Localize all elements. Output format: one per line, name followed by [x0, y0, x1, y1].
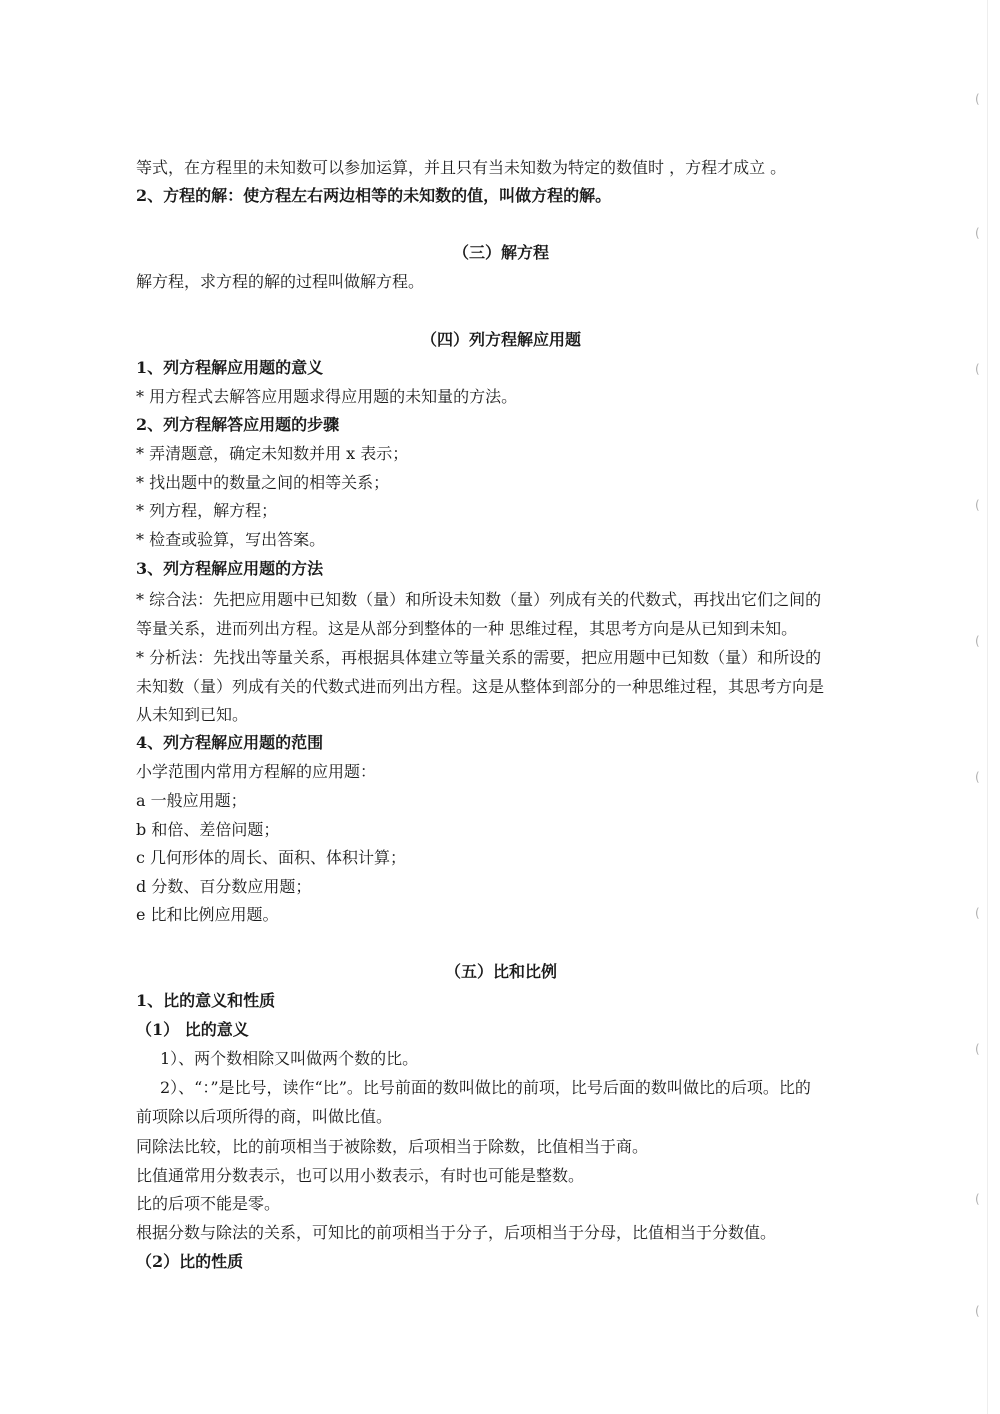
- scope-item: c 几何形体的周长、面积、体积计算；: [136, 848, 407, 867]
- binding-hole-mark: (: [975, 226, 980, 240]
- ratio-text: 同除法比较，比的前项相当于被除数，后项相当于除数，比值相当于商。: [136, 1137, 649, 1156]
- scan-edge-line: [987, 0, 988, 1414]
- section-title-solve-equation: （三）解方程: [452, 243, 549, 262]
- heading-meaning: 1、列方程解应用题的意义: [136, 358, 324, 377]
- binding-hole-mark: (: [975, 498, 980, 512]
- step-item: * 找出题中的数量之间的相等关系；: [136, 473, 390, 492]
- binding-hole-mark: (: [975, 634, 980, 648]
- step-item: * 检查或验算，写出答案。: [136, 530, 326, 549]
- scope-item: a 一般应用题；: [136, 791, 247, 810]
- subheading-ratio-meaning: （1） 比的意义: [136, 1020, 249, 1039]
- scope-item: e 比和比例应用题。: [136, 905, 279, 924]
- scope-intro: 小学范围内常用方程解的应用题：: [136, 762, 377, 781]
- binding-hole-mark: (: [975, 906, 980, 920]
- step-item: * 列方程，解方程；: [136, 501, 278, 520]
- method-synthesis-line: 等量关系，进而列出方程。这是从部分到整体的一种 思维过程，其思考方向是从已知到未知。: [136, 619, 798, 638]
- ratio-text: 2）、“：”是比号，读作“比”。比号前面的数叫做比的前项，比号后面的数叫做比的后项。比的: [160, 1078, 811, 1097]
- subheading-ratio-properties: （2）比的性质: [136, 1252, 244, 1271]
- heading-scope: 4、列方程解应用题的范围: [136, 733, 324, 752]
- method-analysis-line: 未知数（量）列成有关的代数式进而列出方程。这是从整体到部分的一种思维过程，其思考方向是: [136, 677, 825, 696]
- method-analysis-line: 从未知到已知。: [136, 705, 249, 724]
- ratio-text: 根据分数与除法的关系，可知比的前项相当于分子，后项相当于分母，比值相当于分数值。: [136, 1223, 777, 1242]
- meaning-text: * 用方程式去解答应用题求得应用题的未知量的方法。: [136, 387, 518, 406]
- equation-solution-definition: 2、方程的解：使方程左右两边相等的未知数的值，叫做方程的解。: [136, 186, 612, 205]
- section-title-word-problems: （四）列方程解应用题: [420, 330, 581, 349]
- binding-hole-mark: (: [975, 92, 980, 106]
- ratio-text: 比值通常用分数表示，也可以用小数表示，有时也可能是整数。: [136, 1166, 585, 1185]
- heading-ratio-meaning-properties: 1、比的意义和性质: [136, 991, 276, 1010]
- ratio-text: 比的后项不能是零。: [136, 1194, 281, 1213]
- solve-equation-definition: 解方程，求方程的解的过程叫做解方程。: [136, 272, 425, 291]
- step-item: * 弄清题意，确定未知数并用 x 表示；: [136, 444, 409, 463]
- scope-item: d 分数、百分数应用题；: [136, 877, 312, 896]
- section-title-ratio: （五）比和比例: [444, 962, 557, 981]
- binding-hole-mark: (: [975, 1304, 980, 1318]
- heading-steps: 2、列方程解答应用题的步骤: [136, 415, 340, 434]
- binding-hole-mark: (: [975, 362, 980, 376]
- method-synthesis-line: * 综合法：先把应用题中已知数（量）和所设未知数（量）列成有关的代数式，再找出它们之间的: [136, 590, 822, 609]
- binding-hole-mark: (: [975, 1042, 980, 1056]
- ratio-text: 1）、两个数相除又叫做两个数的比。: [160, 1049, 419, 1068]
- method-analysis-line: * 分析法：先找出等量关系，再根据具体建立等量关系的需要，把应用题中已知数（量）和所设的: [136, 648, 822, 667]
- binding-hole-mark: (: [975, 1192, 980, 1206]
- scope-item: b 和倍、差倍问题；: [136, 820, 280, 839]
- ratio-text: 前项除以后项所得的商，叫做比值。: [136, 1107, 393, 1126]
- binding-hole-mark: (: [975, 770, 980, 784]
- heading-methods: 3、列方程解应用题的方法: [136, 559, 324, 578]
- equation-definition-continued: 等式，在方程里的未知数可以参加运算，并且只有当未知数为特定的数值时 ，方程才成立 。: [136, 158, 787, 177]
